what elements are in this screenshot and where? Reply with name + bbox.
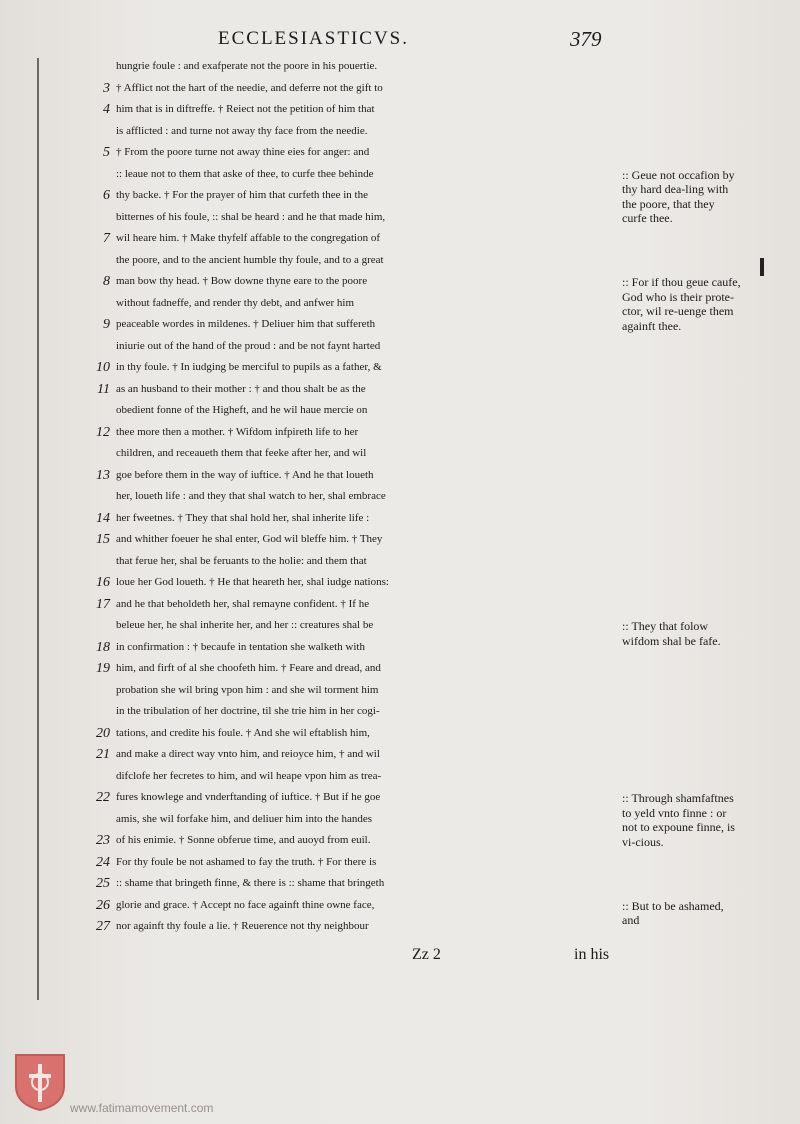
verse-line	[0, 56, 800, 78]
text-column	[0, 56, 800, 938]
verse-text: and make a direct way vnto him, and reioyce him, † and wil	[116, 748, 380, 760]
verse-text: and he that beholdeth her, shal remayne confident. † If he	[116, 597, 370, 610]
verse-text: him that is in diftreffe. † Reiect not the petition of him that	[116, 103, 375, 115]
verse-text: tations, and credite his foule. † And she wil eftablish him,	[116, 726, 370, 739]
verse-line	[0, 357, 800, 379]
verse-line	[0, 142, 800, 164]
verse-text: as an husband to their mother : † and thou shalt be as the	[116, 382, 366, 395]
verse-text: :: leaue not to them that aske of thee, to curfe thee behinde	[116, 167, 374, 180]
verse-number: 14	[96, 510, 110, 526]
verse-number: 21	[96, 747, 110, 762]
verse-text: him, and firft of al she choofeth him. † Feare and dread, and	[116, 662, 381, 674]
marginal-note: :: Through shamfaftnes to yeld vnto finne : or not to expoune finne, is vi-cious.	[622, 791, 735, 849]
verse-text: fures knowlege and vnderftanding of iuftice. † But if he goe	[116, 791, 381, 803]
catchword: in his	[574, 946, 610, 963]
verse-line	[0, 723, 800, 745]
verse-text: her fweetnes. † They that shal hold her, shal inherite life :	[116, 511, 370, 524]
signature-mark: Zz 2	[412, 946, 441, 963]
running-header	[0, 28, 800, 54]
verse-text: glorie and grace. † Accept no face againft thine owne face,	[116, 898, 375, 911]
marginal-note: :: For if thou geue caufe, God who is their prote-ctor, wil re-uenge them againft thee.	[622, 275, 741, 333]
verse-text: peaceable wordes in mildenes. † Deliuer him that suffereth	[116, 318, 376, 330]
verse-text: the poore, and to the ancient humble thy foule, and to a great	[116, 253, 384, 266]
verse-number: 8	[103, 274, 110, 289]
verse-number: 5	[103, 145, 110, 160]
verse-line	[0, 422, 800, 444]
verse-number: 7	[103, 231, 110, 246]
verse-number: 18	[96, 639, 110, 655]
verse-number: 22	[96, 790, 110, 805]
verse-number: 26	[96, 897, 110, 913]
verse-number: 10	[96, 360, 110, 375]
verse-number: 3	[103, 80, 110, 96]
verse-text: goe before them in the way of iuftice. † And he that loueth	[116, 468, 374, 481]
verse-line	[0, 508, 800, 530]
verse-text: probation she wil bring vpon him : and she wil torment him	[116, 683, 379, 696]
verse-number: 16	[96, 575, 110, 590]
verse-text: † From the poore turne not away thine eies for anger: and	[116, 146, 370, 158]
verse-line	[0, 336, 800, 358]
marginal-note: :: They that folow wifdom shal be fafe.	[622, 619, 721, 648]
verse-line	[0, 658, 800, 680]
page-number: 379	[570, 27, 602, 51]
verse-number: 15	[96, 532, 110, 547]
verse-text: nor againft thy foule a lie. † Reuerence not thy neighbour	[116, 920, 369, 932]
verse-line	[0, 551, 800, 573]
verse-line	[0, 250, 800, 272]
verse-text: bitternes of his foule, :: shal be heard : and he that made him,	[116, 210, 386, 223]
page-footer	[0, 946, 800, 968]
verse-number: 4	[103, 102, 110, 117]
verse-number: 11	[97, 381, 110, 397]
marginal-note: :: Geue not occafion by thy hard dea-ling with the poore, that they curfe thee.	[622, 167, 735, 225]
verse-text: iniurie out of the hand of the proud : and be not faynt harted	[116, 339, 381, 352]
verse-line	[0, 766, 800, 788]
verse-text: is afflicted : and turne not away thy face from the needie.	[116, 124, 368, 137]
verse-text: thee more then a mother. † Wifdom infpireth life to her	[116, 425, 359, 438]
verse-text: in thy foule. † In iudging be merciful to pupils as a father, &	[116, 361, 382, 373]
verse-number: 19	[96, 661, 110, 676]
verse-line	[0, 701, 800, 723]
verse-line	[0, 443, 800, 465]
verse-number: 25	[96, 876, 110, 891]
verse-text: without fadneffe, and render thy debt, and anfwer him	[116, 296, 355, 309]
verse-line	[0, 486, 800, 508]
verse-line	[0, 228, 800, 250]
verse-number: 17	[96, 596, 110, 612]
verse-text: in confirmation : † becaufe in tentation she walketh with	[116, 640, 365, 653]
verse-text: :: shame that bringeth finne, & there is :: shame that bringeth	[116, 877, 385, 889]
verse-text: her, loueth life : and they that shal watch to her, shal embrace	[116, 490, 386, 502]
marginal-note: :: But to be ashamed, and	[622, 898, 724, 927]
verse-text: beleue her, he shal inherite her, and her :: creatures shal be	[116, 619, 374, 631]
fatima-shield-logo-icon	[13, 1052, 67, 1112]
watermark-site-link[interactable]: www.fatimamovement.com	[70, 1101, 214, 1115]
verse-text: obedient fonne of the Higheft, and he wil haue mercie on	[116, 404, 368, 416]
verse-number: 9	[103, 317, 110, 332]
verse-text: children, and receaueth them that feeke after her, and wil	[116, 447, 367, 459]
verse-line	[0, 78, 800, 100]
verse-number: 12	[96, 424, 110, 440]
verse-text: hungrie foule : and exafperate not the poore in his pouertie.	[116, 60, 378, 72]
verse-line	[0, 465, 800, 487]
verse-line	[0, 744, 800, 766]
verse-line	[0, 400, 800, 422]
running-title: ECCLESIASTICVS.	[218, 28, 409, 49]
verse-text: wil heare him. † Make thyfelf affable to the congregation of	[116, 232, 381, 244]
verse-line	[0, 529, 800, 551]
verse-line	[0, 379, 800, 401]
verse-line	[0, 99, 800, 121]
verse-text: loue her God loueth. † He that heareth her, shal iudge nations:	[116, 576, 389, 588]
verse-number: 20	[96, 725, 110, 741]
verse-line	[0, 680, 800, 702]
verse-text: man bow thy head. † Bow downe thyne eare to the poore	[116, 275, 368, 287]
verse-line	[0, 873, 800, 895]
verse-number: 6	[103, 188, 110, 203]
verse-line	[0, 572, 800, 594]
verse-number: 23	[96, 833, 110, 848]
verse-text: thy backe. † For the prayer of him that curfeth thee in the	[116, 189, 368, 201]
verse-text: that ferue her, shal be feruants to the holie: and them that	[116, 554, 367, 567]
verse-number: 13	[96, 467, 110, 483]
verse-text: of his enimie. † Sonne obferue time, and auoyd from euil.	[116, 834, 371, 846]
verse-text: in the tribulation of her doctrine, til she trie him in her cogi-	[116, 705, 380, 717]
verse-line	[0, 121, 800, 143]
verse-text: † Afflict not the hart of the needie, and deferre not the gift to	[116, 81, 383, 94]
verse-text: amis, she wil forfake him, and deliuer him into the handes	[116, 812, 372, 825]
verse-text: difclofe her fecretes to him, and wil heape vpon him as trea-	[116, 769, 382, 782]
verse-text: and whither foeuer he shal enter, God wil bleffe him. † They	[116, 533, 383, 545]
verse-number: 24	[96, 854, 110, 870]
verse-text: For thy foule be not ashamed to fay the truth. † For there is	[116, 855, 377, 868]
verse-number: 27	[96, 919, 110, 934]
verse-line	[0, 594, 800, 616]
verse-line	[0, 852, 800, 874]
